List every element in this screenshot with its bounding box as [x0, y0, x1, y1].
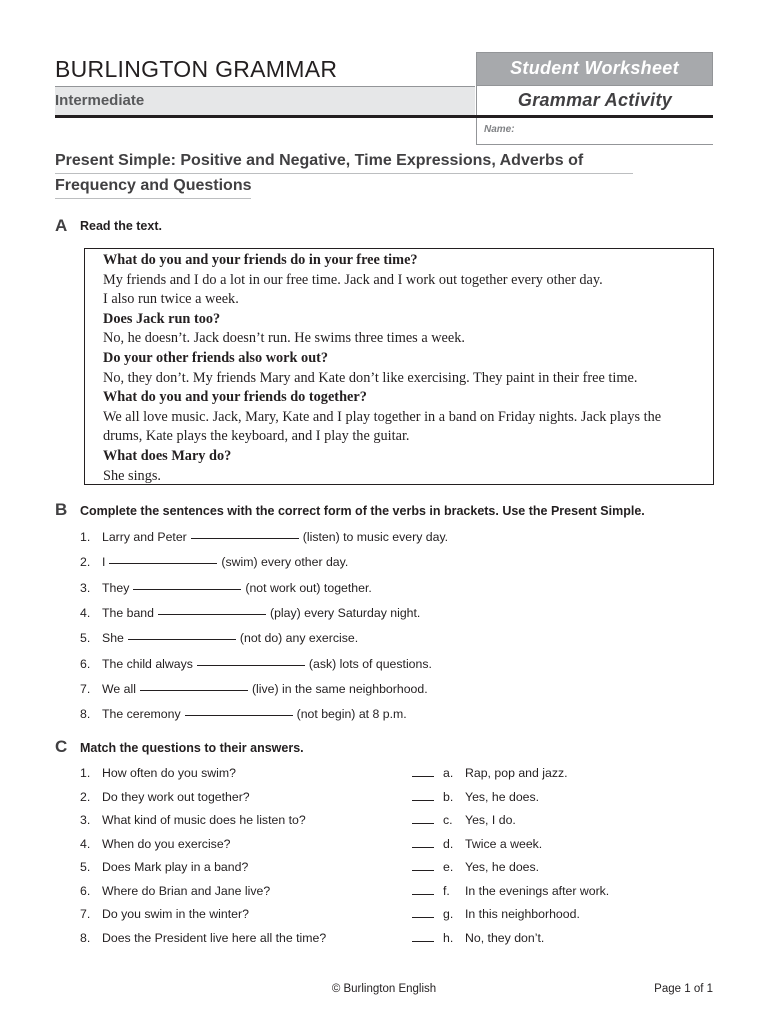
- answer-letter: g.: [443, 907, 454, 921]
- fill-in-item: [80, 580, 372, 596]
- reading-answer: My friends and I do a lot in our free time. Jack and I work out together every other day.: [103, 271, 603, 288]
- item-text-before: We all: [102, 681, 136, 696]
- section-c-instruction: Match the questions to their answers.: [80, 741, 304, 755]
- worksheet-title-line-2: Frequency and Questions: [55, 177, 251, 199]
- match-question: Does Mark play in a band?: [102, 860, 249, 874]
- answer-letter: a.: [443, 766, 454, 780]
- fill-in-item: [80, 605, 420, 621]
- item-text-after: (live) in the same neighborhood.: [251, 681, 428, 696]
- reading-answer: We all love music. Jack, Mary, Kate and I play together in a band on Friday nights. Jack plays the: [103, 408, 662, 425]
- item-number: 1.: [80, 766, 91, 780]
- worksheet-title-line-1: Present Simple: Positive and Negative, Time Expressions, Adverbs of: [55, 152, 633, 174]
- reading-question: What do you and your friends do together?: [103, 389, 367, 406]
- reading-question: Do your other friends also work out?: [103, 349, 329, 366]
- section-a-instruction: Read the text.: [80, 219, 162, 233]
- item-number: 6.: [80, 883, 91, 898]
- match-answer: Rap, pop and jazz.: [465, 766, 568, 780]
- match-blank[interactable]: [412, 776, 434, 777]
- answer-letter: f.: [443, 883, 450, 898]
- answer-letter: h.: [443, 930, 454, 945]
- answer-blank[interactable]: [133, 589, 241, 590]
- answer-blank[interactable]: [197, 665, 305, 666]
- match-answer: In this neighborhood.: [465, 907, 580, 921]
- section-b-letter: B: [55, 500, 68, 519]
- reading-answer: drums, Kate plays the keyboard, and I play the guitar.: [103, 428, 410, 445]
- item-number: 2.: [80, 555, 91, 570]
- worksheet-label: Student Worksheet: [510, 58, 679, 78]
- reading-answer: She sings.: [103, 467, 161, 484]
- match-question: When do you exercise?: [102, 836, 231, 851]
- item-text-before: She: [102, 631, 124, 646]
- name-field[interactable]: [476, 118, 713, 145]
- item-text-before: They: [102, 580, 130, 595]
- match-item: [80, 859, 720, 875]
- reading-question: Does Jack run too?: [103, 310, 221, 327]
- item-text-before: The child always: [102, 656, 193, 671]
- level-bar: [55, 86, 475, 115]
- match-blank[interactable]: [412, 800, 434, 801]
- match-blank[interactable]: [412, 847, 434, 848]
- match-answer: Yes, I do.: [465, 813, 516, 827]
- match-question: How often do you swim?: [102, 766, 236, 780]
- item-number: 2.: [80, 789, 91, 804]
- item-text-after: (ask) lots of questions.: [308, 656, 432, 671]
- match-answer: Yes, he does.: [465, 789, 540, 804]
- match-answer: Yes, he does.: [465, 860, 540, 874]
- match-item: [80, 930, 720, 946]
- match-question: Do you swim in the winter?: [102, 907, 249, 921]
- fill-in-item: [80, 706, 407, 722]
- match-question: What kind of music does he listen to?: [102, 813, 306, 827]
- match-blank[interactable]: [412, 941, 434, 942]
- item-number: 7.: [80, 681, 91, 696]
- section-a-letter: A: [55, 216, 68, 235]
- level-label: Intermediate: [55, 92, 145, 109]
- item-number: 4.: [80, 605, 91, 620]
- answer-letter: d.: [443, 836, 454, 851]
- item-number: 5.: [80, 860, 91, 874]
- item-number: 4.: [80, 836, 91, 851]
- fill-in-item: [80, 630, 358, 646]
- item-text-after: (play) every Saturday night.: [269, 605, 421, 620]
- answer-blank[interactable]: [140, 690, 248, 691]
- answer-letter: c.: [443, 813, 453, 827]
- match-question: Do they work out together?: [102, 789, 250, 804]
- section-c-letter: C: [55, 737, 68, 756]
- match-item: [80, 789, 720, 805]
- answer-blank[interactable]: [109, 563, 217, 564]
- answer-letter: e.: [443, 860, 454, 874]
- reading-answer: No, he doesn’t. Jack doesn’t run. He swims three times a week.: [103, 330, 465, 347]
- match-answer: In the evenings after work.: [465, 883, 610, 898]
- item-text-after: (not begin) at 8 p.m.: [296, 707, 407, 722]
- fill-in-item: [80, 554, 348, 570]
- item-text-before: Larry and Peter: [102, 530, 187, 544]
- item-number: 7.: [80, 907, 91, 921]
- item-number: 3.: [80, 580, 91, 595]
- match-answer: Twice a week.: [465, 836, 543, 851]
- item-text-before: I: [102, 555, 106, 570]
- match-blank[interactable]: [412, 917, 434, 918]
- item-text-after: (not do) any exercise.: [239, 631, 359, 646]
- match-blank[interactable]: [412, 823, 434, 824]
- match-item: [80, 812, 720, 828]
- answer-letter: b.: [443, 789, 454, 804]
- item-number: 8.: [80, 930, 91, 945]
- item-number: 1.: [80, 530, 91, 544]
- name-label: Name:: [484, 124, 515, 135]
- match-answer: No, they don’t.: [465, 930, 545, 945]
- fill-in-item: [80, 656, 432, 672]
- item-text-after: (listen) to music every day.: [302, 530, 449, 544]
- match-item: [80, 906, 720, 922]
- item-text-after: (not work out) together.: [245, 580, 372, 595]
- reading-answer: I also run twice a week.: [103, 291, 239, 308]
- answer-blank[interactable]: [191, 538, 299, 539]
- worksheet-badge: [476, 52, 713, 86]
- match-blank[interactable]: [412, 870, 434, 871]
- item-number: 8.: [80, 707, 91, 722]
- item-text-after: (swim) every other day.: [221, 555, 349, 570]
- item-number: 3.: [80, 813, 91, 827]
- answer-blank[interactable]: [158, 614, 266, 615]
- item-number: 5.: [80, 631, 91, 646]
- answer-blank[interactable]: [128, 639, 236, 640]
- item-text-before: The ceremony: [102, 707, 181, 722]
- reading-question: What does Mary do?: [103, 447, 232, 464]
- fill-in-item: [80, 529, 448, 545]
- match-question: Does the President live here all the time?: [102, 930, 327, 945]
- reading-question: What do you and your friends do in your free time?: [103, 252, 418, 268]
- match-item: [80, 765, 720, 781]
- reading-answer: No, they don’t. My friends Mary and Kate don’t like exercising. They paint in their free time.: [103, 369, 638, 386]
- brand-title: BURLINGTON GRAMMAR: [55, 56, 338, 82]
- item-text-before: The band: [102, 605, 154, 620]
- footer-page-number: Page 1 of 1: [654, 983, 713, 995]
- match-blank[interactable]: [412, 894, 434, 895]
- match-item: [80, 883, 720, 899]
- match-item: [80, 836, 720, 852]
- footer-copyright: © Burlington English: [331, 983, 437, 995]
- activity-label: Grammar Activity: [517, 90, 673, 110]
- fill-in-item: [80, 681, 428, 697]
- answer-blank[interactable]: [185, 715, 293, 716]
- reading-text-box: [84, 248, 714, 485]
- item-number: 6.: [80, 656, 91, 671]
- section-b-instruction: Complete the sentences with the correct form of the verbs in brackets. Use the Present Simple.: [80, 504, 645, 518]
- match-question: Where do Brian and Jane live?: [102, 883, 271, 898]
- activity-badge: [476, 86, 713, 115]
